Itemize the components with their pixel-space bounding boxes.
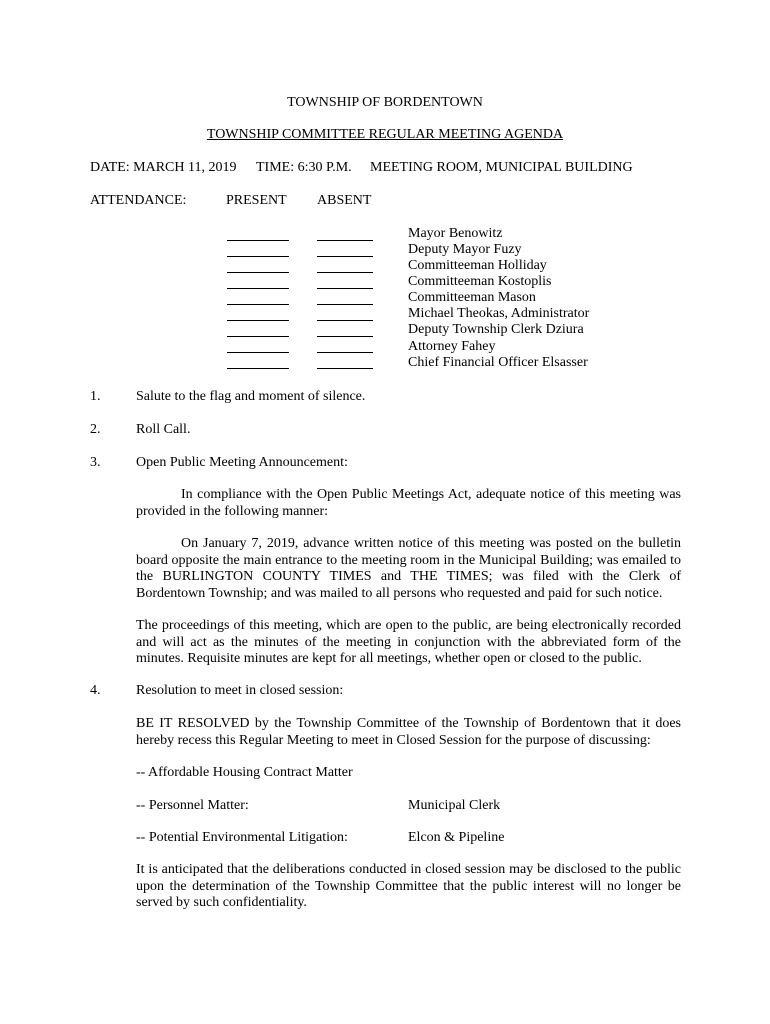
township-title: TOWNSHIP OF BORDENTOWN	[287, 95, 483, 110]
absent-blank	[317, 272, 373, 273]
member-name: Deputy Township Clerk Dziura	[408, 322, 584, 337]
item-text: Salute to the flag and moment of silence.	[136, 389, 366, 404]
member-name: Michael Theokas, Administrator	[408, 306, 590, 321]
absent-blank	[317, 352, 373, 353]
opma-paragraph-2: On January 7, 2019, advance written notice of this meeting was posted on the bulletin board opposite the main entrance to the meeting room in the Municipal Building; was emailed to the BURLINGTON COUNTY TIMES and THE TIMES; was filed with the Clerk of Bordentown Township; and was mailed to all persons who requested and paid for such notice.	[136, 536, 681, 601]
member-name: Committeeman Holliday	[408, 258, 547, 273]
member-name: Committeeman Kostoplis	[408, 274, 552, 289]
item-text: Resolution to meet in closed session:	[136, 683, 344, 698]
absent-blank	[317, 240, 373, 241]
matter-topic: -- Affordable Housing Contract Matter	[136, 765, 353, 780]
present-blank	[227, 288, 289, 289]
present-header: PRESENT	[226, 193, 287, 208]
member-name: Mayor Benowitz	[408, 226, 503, 241]
present-blank	[227, 336, 289, 337]
member-name: Deputy Mayor Fuzy	[408, 242, 522, 257]
item-number: 1.	[90, 389, 101, 404]
present-blank	[227, 304, 289, 305]
present-blank	[227, 256, 289, 257]
present-blank	[227, 352, 289, 353]
anticipated-paragraph: It is anticipated that the deliberations conducted in closed session may be disclosed to the public upon the determination of the Township Committee that the public interest will no longer be served by such confidentiality.	[136, 862, 681, 910]
item-text: Open Public Meeting Announcement:	[136, 455, 348, 470]
present-blank	[227, 368, 289, 369]
absent-blank	[317, 304, 373, 305]
item-number: 2.	[90, 422, 101, 437]
item-number: 3.	[90, 455, 101, 470]
resolution-paragraph: BE IT RESOLVED by the Township Committee of the Township of Bordentown that it does hereby recess this Regular Meeting to meet in Closed Session for the purpose of discussing:	[136, 716, 681, 748]
meeting-location: MEETING ROOM, MUNICIPAL BUILDING	[370, 160, 633, 175]
member-name: Attorney Fahey	[408, 339, 496, 354]
agenda-title: TOWNSHIP COMMITTEE REGULAR MEETING AGENDA	[206, 127, 564, 142]
matter-detail: Elcon & Pipeline	[408, 830, 505, 845]
matter-detail: Municipal Clerk	[408, 798, 501, 813]
absent-header: ABSENT	[317, 193, 372, 208]
absent-blank	[317, 288, 373, 289]
matter-topic: -- Personnel Matter:	[136, 798, 249, 813]
meeting-date: DATE: MARCH 11, 2019	[90, 160, 237, 175]
opma-paragraph-3: The proceedings of this meeting, which are open to the public, are being electronically recorded and will act as the minutes of the meeting in conjunction with the abbreviated form of the minutes. Requisite minutes are kept for all meetings, whether open or closed to the public.	[136, 618, 681, 666]
absent-blank	[317, 320, 373, 321]
absent-blank	[317, 336, 373, 337]
present-blank	[227, 272, 289, 273]
matter-topic: -- Potential Environmental Litigation:	[136, 830, 348, 845]
item-number: 4.	[90, 683, 101, 698]
absent-blank	[317, 368, 373, 369]
opma-paragraph-1: In compliance with the Open Public Meetings Act, adequate notice of this meeting was provided in the following manner:	[136, 487, 681, 519]
absent-blank	[317, 256, 373, 257]
meeting-time: TIME: 6:30 P.M.	[256, 160, 352, 175]
present-blank	[227, 240, 289, 241]
present-blank	[227, 320, 289, 321]
item-text: Roll Call.	[136, 422, 191, 437]
member-name: Chief Financial Officer Elsasser	[408, 355, 588, 370]
member-name: Committeeman Mason	[408, 290, 536, 305]
attendance-label: ATTENDANCE:	[90, 193, 187, 208]
